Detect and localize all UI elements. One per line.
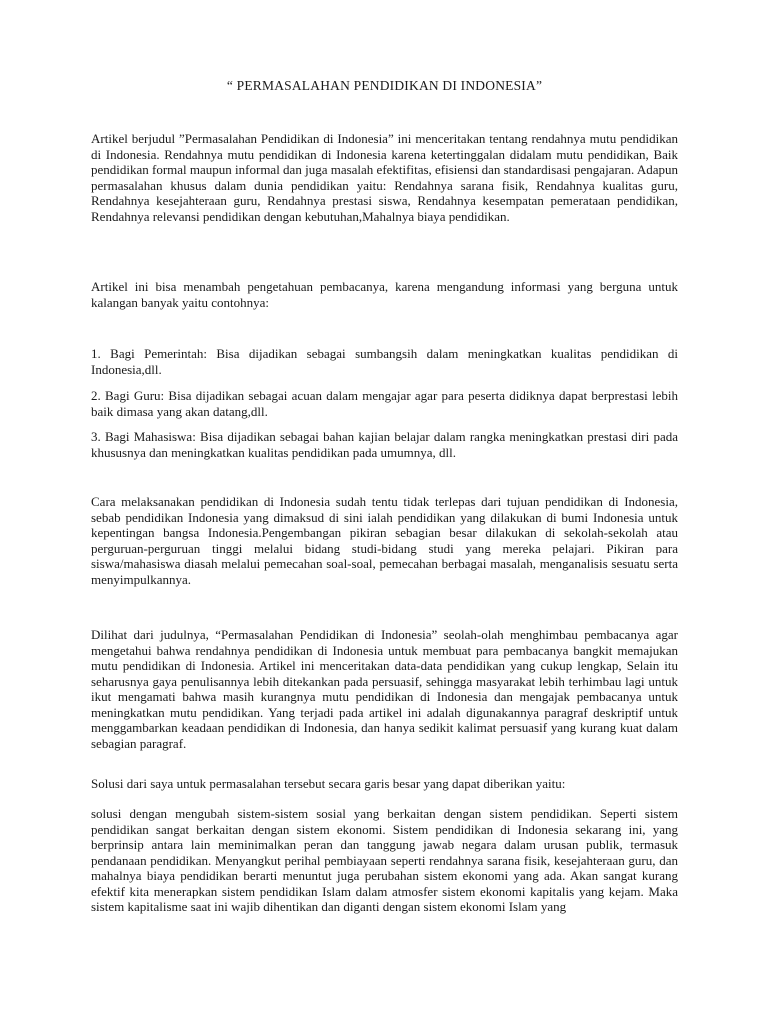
- list-item-guru: 2. Bagi Guru: Bisa dijadikan sebagai acuan dalam mengajar agar para peserta didiknya dapat berprestasi lebih baik dimasa yang akan datang,dll.: [91, 388, 678, 419]
- paragraph-cara-melaksanakan: Cara melaksanakan pendidikan di Indonesia sudah tentu tidak terlepas dari tujuan pendidikan di Indonesia, sebab pendidikan Indonesia yang dimaksud di sini ialah pendidikan yang dilakukan di bumi Indonesia untuk kepentingan bangsa Indonesia.Pengembangan pikiran sebagian besar dilakukan di sekolah-sekolah atau perguruan-perguruan tinggi melalui bidang studi-bidang studi yang mereka pelajari. Pikiran para siswa/mahasiswa diasah melalui pemecahan soal-soal, pemecahan berbagai masalah, menganalisis sesuatu serta menyimpulkannya.: [91, 494, 678, 587]
- paragraph-summary: Artikel berjudul ”Permasalahan Pendidikan di Indonesia” ini menceritakan tentang rendahnya mutu pendidikan di Indonesia. Rendahnya mutu pendidikan di Indonesia karena ketertinggalan didalam mutu pendidikan, Baik pendidikan formal maupun informal dan juga masalah efektifitas, efisiensi dan standardisasi pengajaran. Adapun permasalahan khusus dalam dunia pendidikan yaitu: Rendahnya sarana fisik, Rendahnya kualitas guru, Rendahnya kesejahteraan guru, Rendahnya prestasi siswa, Rendahnya kesempatan pemerataan pendidikan, Rendahnya relevansi pendidikan dengan kebutuhan,Mahalnya biaya pendidikan.: [91, 131, 678, 224]
- paragraph-solution-intro: Solusi dari saya untuk permasalahan tersebut secara garis besar yang dapat diberikan yaitu:: [91, 776, 566, 791]
- paragraph-analysis: Dilihat dari judulnya, “Permasalahan Pendidikan di Indonesia” seolah-olah menghimbau pembacanya agar mengetahui bahwa rendahnya pendidikan di Indonesia untuk membuat para pembacanya bangkit memajukan mutu pendidikan di Indonesia. Artikel ini menceritakan data-data pendidikan yang cukup lengkap, Selain itu seharusnya gaya penulisannya lebih ditekankan pada persuasif, sehingga masyarakat lebih terhimbau lagi untuk ikut mengamati bahwa masih kurangnya mutu pendidikan di Indonesia dan mengajak pembacanya untuk meningkatkan mutu pendidikan. Yang terjadi pada artikel ini adalah digunakannya paragraf deskriptif untuk menggambarkan keadaan pendidikan di Indonesia, dan hanya sedikit kalimat persuasif yang kurang kuat dalam sebagian paragraf.: [91, 627, 678, 751]
- list-item-mahasiswa: 3. Bagi Mahasiswa: Bisa dijadikan sebagai bahan kajian belajar dalam rangka meningkatkan prestasi diri pada khususnya dan meningkatkan kualitas pendidikan pada umumnya, dll.: [91, 429, 678, 460]
- paragraph-benefit-intro: Artikel ini bisa menambah pengetahuan pembacanya, karena mengandung informasi yang berguna untuk kalangan banyak yaitu contohnya:: [91, 279, 678, 310]
- document-title: “ PERMASALAHAN PENDIDIKAN DI INDONESIA”: [226, 78, 543, 93]
- paragraph-solution: solusi dengan mengubah sistem-sistem sosial yang berkaitan dengan sistem pendidikan. Seperti sistem pendidikan sangat berkaitan dengan sistem ekonomi. Sistem pendidikan di Indonesia sekarang ini, yang berprinsip antara lain meminimalkan peran dan tanggung jawab negara dalam urusan publik, termasuk pendanaan pendidikan. Menyangkut perihal pembiayaan seperti rendahnya sarana fisik, kesejahteraan guru, dan mahalnya biaya pendidikan berarti menuntut juga perubahan sistem ekonomi yang ada. Akan sangat kurang efektif kita menerapkan sistem pendidikan Islam dalam atmosfer sistem ekonomi kapitalis yang kejam. Maka sistem kapitalisme saat ini wajib dihentikan dan diganti dengan sistem ekonomi Islam yang: [91, 806, 678, 914]
- list-item-pemerintah: 1. Bagi Pemerintah: Bisa dijadikan sebagai sumbangsih dalam meningkatkan kualitas pendidikan di Indonesia,dll.: [91, 346, 678, 377]
